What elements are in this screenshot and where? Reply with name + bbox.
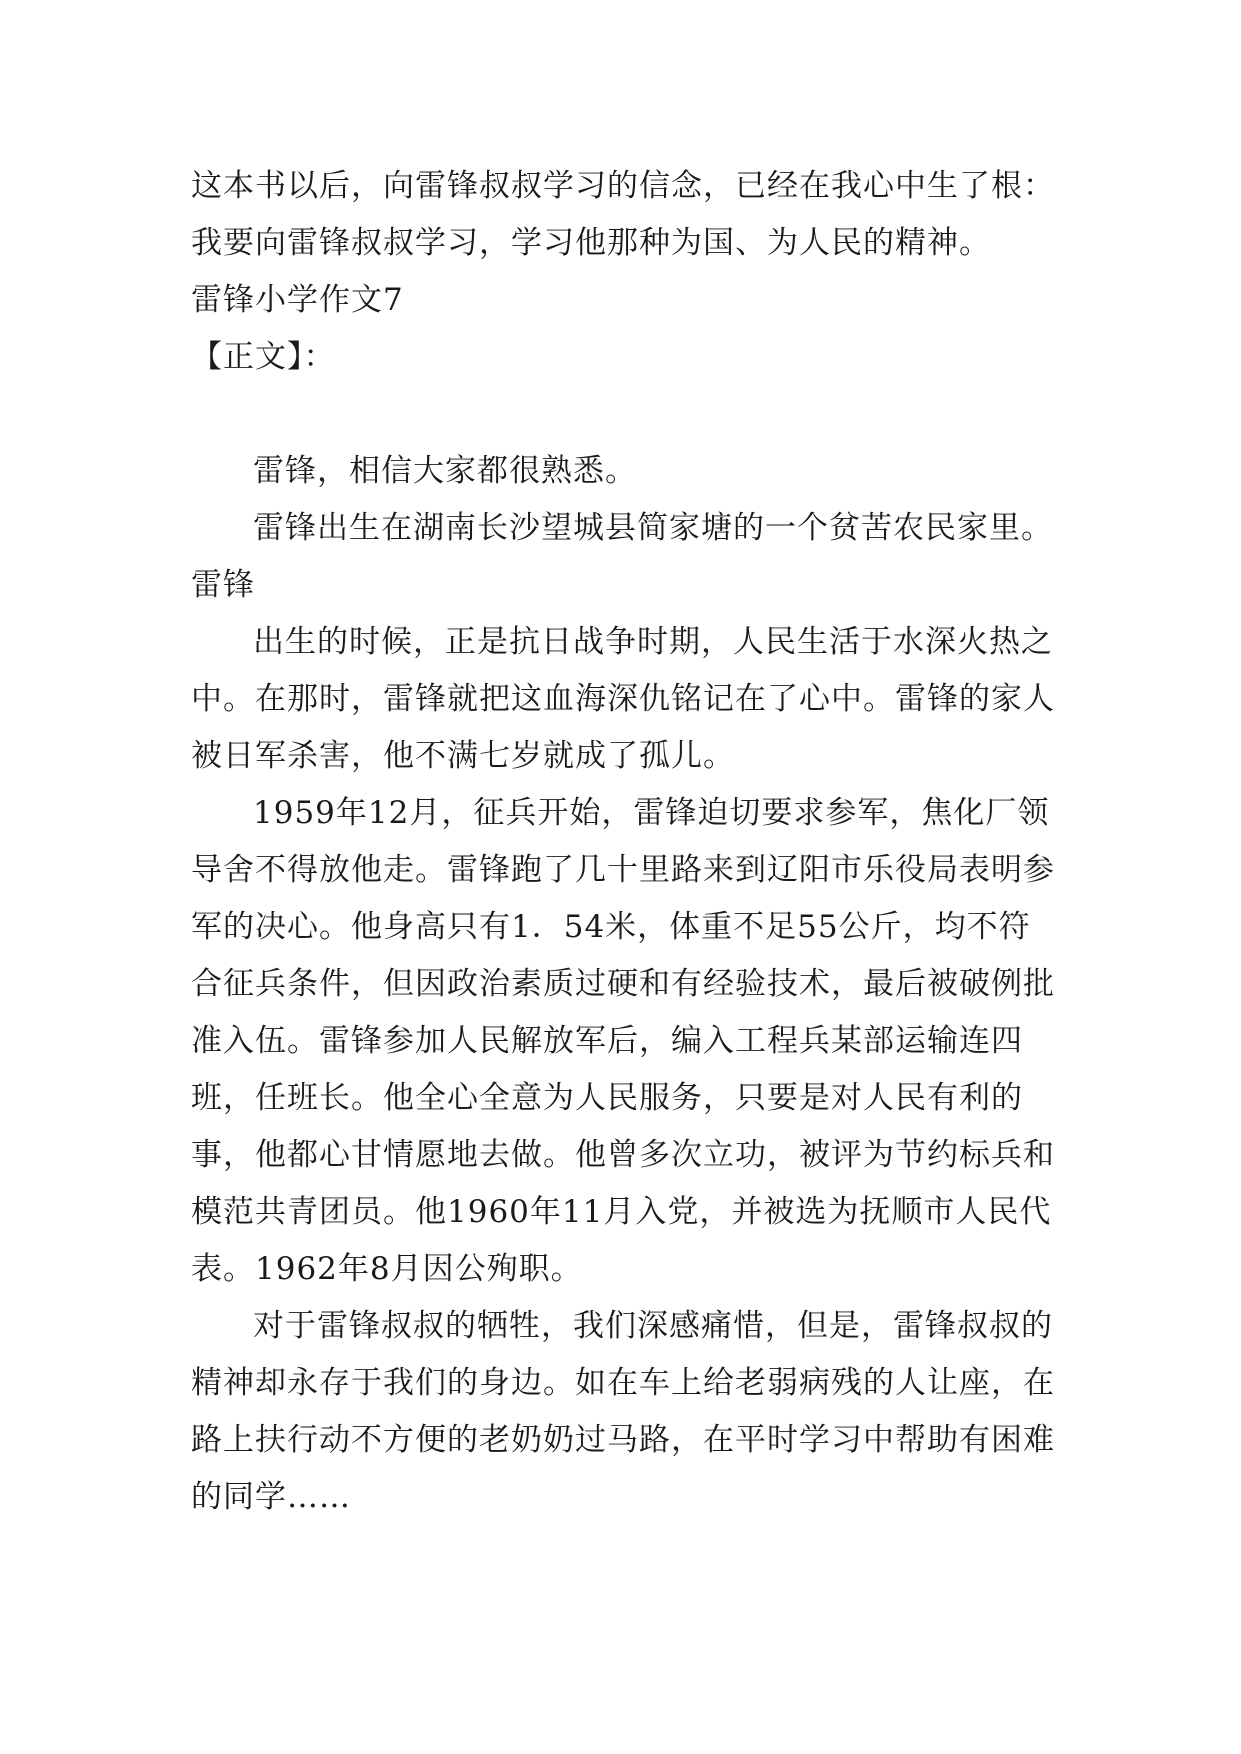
paragraph-4: 1959年12月，征兵开始，雷锋迫切要求参军，焦化厂领导舍不得放他走。雷锋跑了几十里路来到辽阳市乐役局表明参军的决心。他身高只有1．54米，体重不足55公斤，均不符合征兵条件，但因政治素质过硬和有经验技术，最后被破例批准入伍。雷锋参加人民解放军后，编入工程兵某部运输连四班，任班长。他全心全意为人民服务，只要是对人民有利的事，他都心甘情愿地去做。他曾多次立功，被评为节约标兵和模范共青团员。他1960年11月入党，并被选为抚顺市人民代表。1962年8月因公殉职。	[191, 795, 1055, 1287]
paragraph-2: 雷锋出生在湖南长沙望城县简家塘的一个贫苦农民家里。雷锋	[191, 510, 1053, 603]
section-tag: 【正文】：	[191, 339, 336, 375]
document-body	[191, 158, 1061, 1526]
blank-line	[191, 386, 1061, 443]
essay-title: 雷锋小学作文7	[191, 282, 404, 318]
paragraph-5: 对于雷锋叔叔的牺牲，我们深感痛惜，但是，雷锋叔叔的精神却永存于我们的身边。如在车上给老弱病残的人让座，在路上扶行动不方便的老奶奶过马路，在平时学习中帮助有困难的同学……	[191, 1308, 1055, 1515]
paragraph-1: 雷锋，相信大家都很熟悉。	[253, 453, 637, 489]
paragraph-3: 出生的时候，正是抗日战争时期，人民生活于水深火热之中。在那时，雷锋就把这血海深仇铭记在了心中。雷锋的家人被日军杀害，他不满七岁就成了孤儿。	[191, 624, 1055, 774]
continuation-paragraph: 这本书以后，向雷锋叔叔学习的信念，已经在我心中生了根：我要向雷锋叔叔学习，学习他那种为国、为人民的精神。	[191, 168, 1055, 261]
